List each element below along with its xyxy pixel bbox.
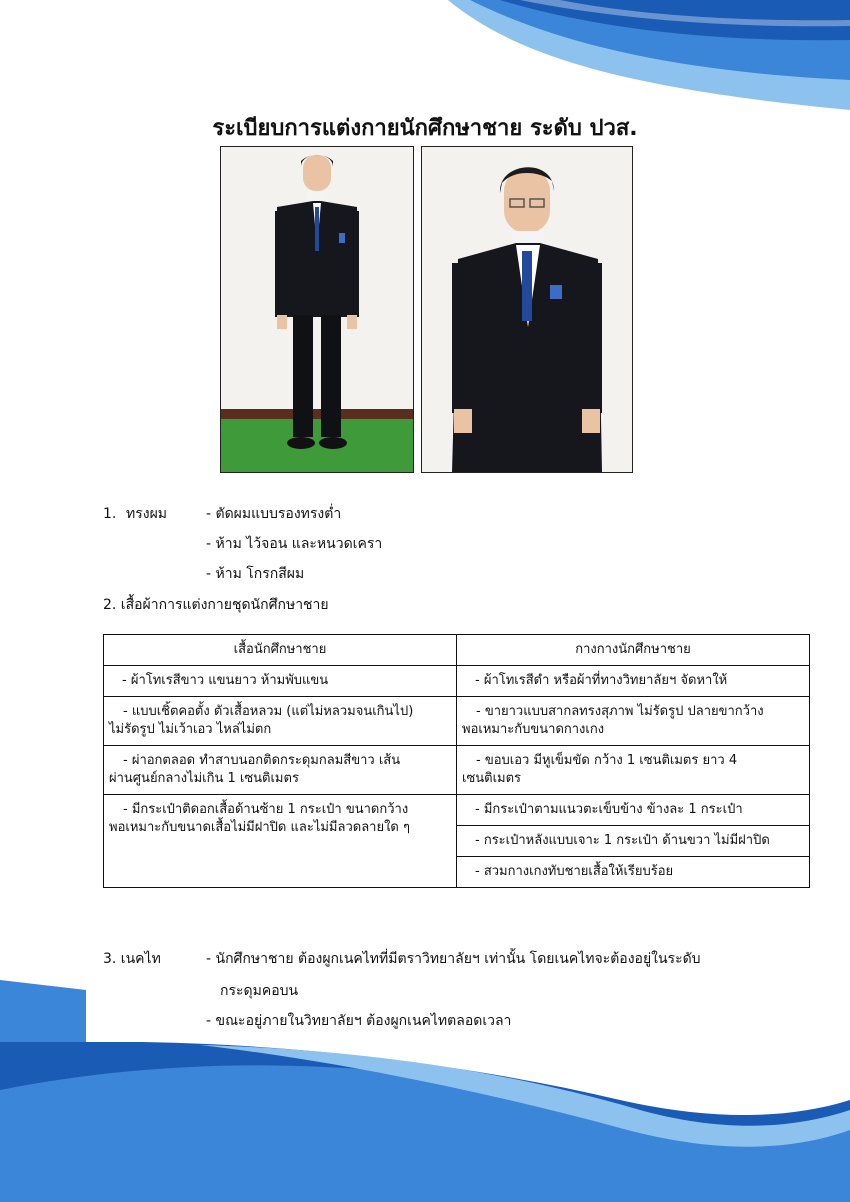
- shirt-cell: [104, 666, 457, 697]
- section3-label: 3. เนคไท: [103, 951, 161, 967]
- section1-item: - ตัดผมแบบรองทรงต่ำ: [206, 506, 342, 522]
- pants-cell: [457, 826, 810, 857]
- section1-label: ทรงผม: [126, 506, 168, 522]
- table-row: [104, 746, 810, 795]
- cell-line: ไม่รัดรูป ไม่เว้าเอว ไหล่ไม่ตก: [109, 722, 272, 737]
- pants-cell: [457, 666, 810, 697]
- bottom-wave-mid: [0, 980, 86, 1042]
- full-body-photo: [220, 146, 414, 473]
- cell-line: เซนติเมตร: [462, 771, 522, 786]
- table-header-pants: กางกางนักศึกษาชาย: [457, 635, 810, 666]
- section3-item-continued: กระดุมคอบน: [220, 983, 299, 999]
- cell-line: - สวมกางเกงทับชายเสื้อให้เรียบร้อย: [475, 864, 674, 879]
- cell-line: - ผ้าโทเรสีขาว แขนยาว ห้ามพับแขน: [122, 673, 329, 688]
- pants-cell: [457, 795, 810, 826]
- table-row: [104, 697, 810, 746]
- table-header-row: [104, 635, 810, 666]
- cell-line: พอเหมาะกับขนาดกางเกง: [462, 722, 605, 737]
- table-header-shirt: เสื้อนักศึกษาชาย: [104, 635, 457, 666]
- cell-line: - ขอบเอว มีหูเข็มขัด กว้าง 1 เซนติเมตร ยาว 4: [476, 753, 738, 768]
- cell-line: - ผ้าโทเรสีดำ หรือผ้าที่ทางวิทยาลัยฯ จัดหาให้: [475, 673, 728, 688]
- cell-line: - แบบเชิ้ตคอตั้ง ตัวเสื้อหลวม (แต่ไม่หลวมจนเกินไป): [123, 704, 414, 719]
- pants-cell: [457, 697, 810, 746]
- pants-cell: [457, 857, 810, 888]
- section1-number: 1.: [103, 506, 117, 522]
- cell-line: - มีกระเป๋าติดอกเสื้อด้านซ้าย 1 กระเป๋า ขนาดกว้าง: [123, 802, 409, 817]
- table-row: [104, 666, 810, 697]
- cell-line: พอเหมาะกับขนาดเสื้อไม่มีฝาปิด และไม่มีลวดลายใด ๆ: [109, 820, 410, 835]
- pants-cell: [457, 746, 810, 795]
- shirt-cell: [104, 697, 457, 746]
- table-row: [104, 795, 810, 826]
- cell-line: - มีกระเป๋าตามแนวตะเข็บข้าง ข้างละ 1 กระเป๋า: [475, 802, 743, 817]
- cell-line: ผ่านศูนย์กลางไม่เกิน 1 เซนติเมตร: [109, 771, 299, 786]
- dress-code-table: [103, 634, 810, 888]
- cell-line: - กระเป๋าหลังแบบเจาะ 1 กระเป๋า ด้านขวา ไม่มีฝาปิด: [475, 833, 770, 848]
- cell-line: - ผ่าอกตลอด ทำสาบนอกติดกระดุมกลมสีขาว เส้น: [123, 753, 401, 768]
- page-title: ระเบียบการแต่งกายนักศึกษาชาย ระดับ ปวส.: [212, 116, 638, 141]
- section1-item: - ห้าม ไว้จอน และหนวดเครา: [206, 536, 383, 552]
- section3-item: - ขณะอยู่ภายในวิทยาลัยฯ ต้องผูกเนคไทตลอดเวลา: [206, 1013, 512, 1029]
- cell-line: - ขายาวแบบสากลทรงสุภาพ ไม่รัดรูป ปลายขากว้าง: [476, 704, 764, 719]
- shirt-cell: [104, 746, 457, 795]
- section1-item: - ห้าม โกรกสีผม: [206, 566, 305, 582]
- half-body-photo: [421, 146, 633, 473]
- section2-heading: 2. เสื้อผ้าการแต่งกายชุดนักศึกษาชาย: [103, 597, 329, 613]
- shirt-cell: [104, 795, 457, 888]
- section3-item: - นักศึกษาชาย ต้องผูกเนคไทที่มีตราวิทยาลัยฯ เท่านั้น โดยเนคไทจะต้องอยู่ในระดับ: [206, 951, 701, 967]
